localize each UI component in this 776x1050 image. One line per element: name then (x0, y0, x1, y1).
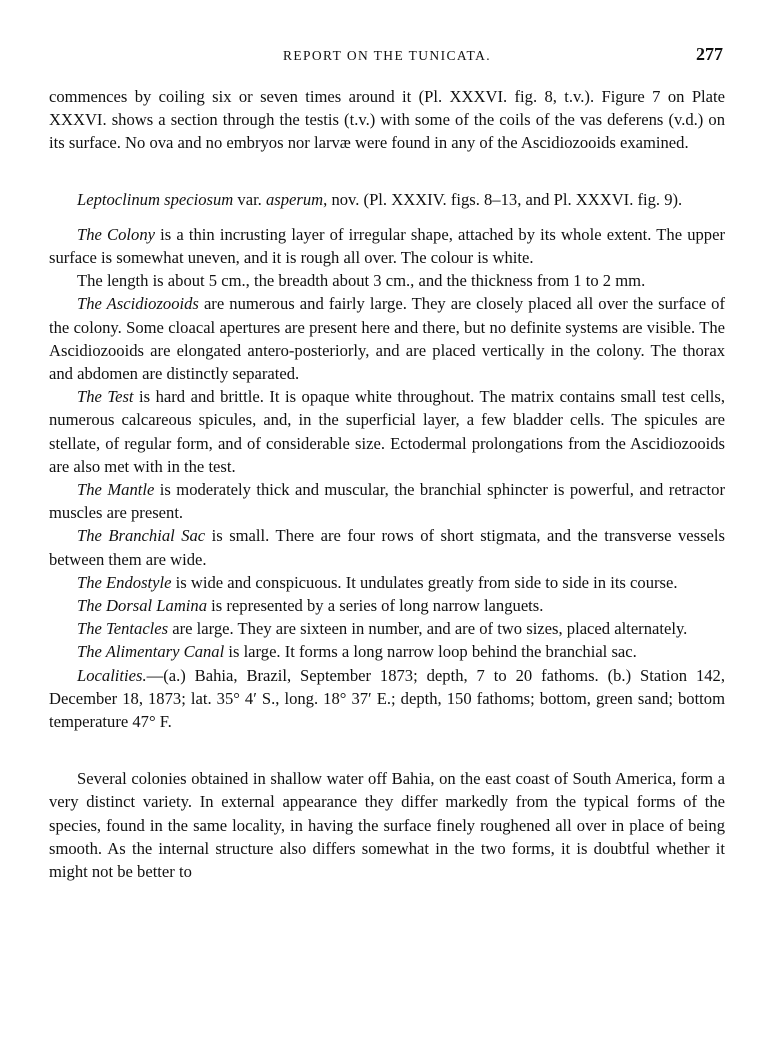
description-paragraph (49, 385, 725, 478)
description-paragraph (49, 292, 725, 385)
description-text: is large. It forms a long narrow loop behind the branchial sac. (224, 642, 637, 662)
description-text: are large. They are sixteen in number, and are of two sizes, placed alternately. (168, 619, 688, 639)
description-term: The Ascidiozooids (77, 294, 199, 314)
closing-paragraph: Several colonies obtained in shallow water off Bahia, on the east coast of South America, form a very distinct variety. In external appearance they differ markedly from the typical forms of the species, found in the same locality, in having the surface finely roughened all over in place of being smooth. As the internal structure also differs somewhat in the two forms, it is doubtful whether it might not be better to (49, 769, 725, 882)
description-paragraph (49, 478, 725, 524)
variety-label: var. (237, 189, 262, 209)
description-text: is represented by a series of long narrow languets. (207, 596, 544, 616)
page (49, 42, 725, 883)
intro-section (49, 85, 725, 155)
species-reference: , nov. (Pl. XXXIV. figs. 8–13, and Pl. XXXVI. fig. 9). (323, 189, 683, 209)
localities-text: —(a.) Bahia, Brazil, September 1873; depth, 7 to 20 fathoms. (b.) Station 142, December 18, 1873; lat. 35° 4′ S., long. 18° 37′ E.; depth, 150 fathoms; bottom, green sand; bottom temperature 47° F. (49, 665, 725, 732)
description-term: The Alimentary Canal (77, 642, 225, 662)
intro-paragraph: commences by coiling six or seven times around it (Pl. XXXVI. fig. 8, t.v.). Figure 7 on Plate XXXVI. shows a section through the testis (t.v.) with some of the coils of the vas deferens (v.d.) on its surface. No ova and no embryos nor larvæ were found in any of the Ascidiozooids examined. (49, 87, 725, 153)
description-text: The length is about 5 cm., the breadth about 3 cm., and the thickness from 1 to 2 mm. (77, 271, 646, 291)
description-text: is moderately thick and muscular, the branchial sphincter is powerful, and retractor muscles are present. (49, 480, 725, 523)
description-text: is hard and brittle. It is opaque white throughout. The matrix contains small test cells, numerous calcareous spicules, and, in the superficial layer, a few bladder cells. The spicules are stellate, of regular form, and of considerable size. Ectodermal prolongations from the Ascidiozooids are also met with in the test. (49, 387, 726, 476)
running-header (49, 42, 725, 70)
species-section (49, 188, 725, 734)
description-text: is a thin incrusting layer of irregular shape, attached by its whole extent. The upper surface is somewhat uneven, and it is rough all over. The colour is white. (49, 224, 725, 268)
species-heading (49, 188, 725, 211)
description-paragraph (49, 571, 725, 594)
running-title: REPORT ON THE TUNICATA. (282, 48, 492, 63)
localities-paragraph (49, 664, 725, 734)
description-term: The Branchial Sac (77, 526, 206, 546)
description-paragraph (49, 223, 725, 269)
description-text: is small. There are four rows of short stigmata, and the transverse vessels between them are wide. (49, 526, 725, 569)
description-term: The Dorsal Lamina (77, 596, 208, 616)
description-list (49, 223, 725, 733)
description-text: is wide and conspicuous. It undulates greatly from side to side in its course. (171, 572, 678, 592)
description-term: The Tentacles (77, 619, 169, 639)
description-paragraph (49, 594, 725, 617)
description-text: are numerous and fairly large. They are closely placed all over the surface of the colony. Some cloacal apertures are present here and there, but no definite systems are visible. The Ascidiozooids are elongated antero-posteriorly, and are placed vertically in the colony. The thorax and abdomen are distinctly separated. (49, 294, 725, 384)
variety-name: asperum (265, 189, 324, 209)
localities-term: Localities. (77, 665, 147, 685)
closing-section (49, 767, 725, 883)
description-paragraph (49, 617, 725, 640)
description-term: The Test (77, 387, 134, 407)
description-term: The Colony (77, 224, 155, 244)
description-paragraph (49, 524, 725, 570)
description-term: The Endostyle (77, 572, 172, 592)
species-name: Leptoclinum speciosum (77, 189, 234, 209)
page-number: 277 (696, 44, 723, 64)
description-paragraph (49, 640, 725, 663)
description-term: The Mantle (77, 480, 155, 500)
description-paragraph (49, 269, 725, 292)
